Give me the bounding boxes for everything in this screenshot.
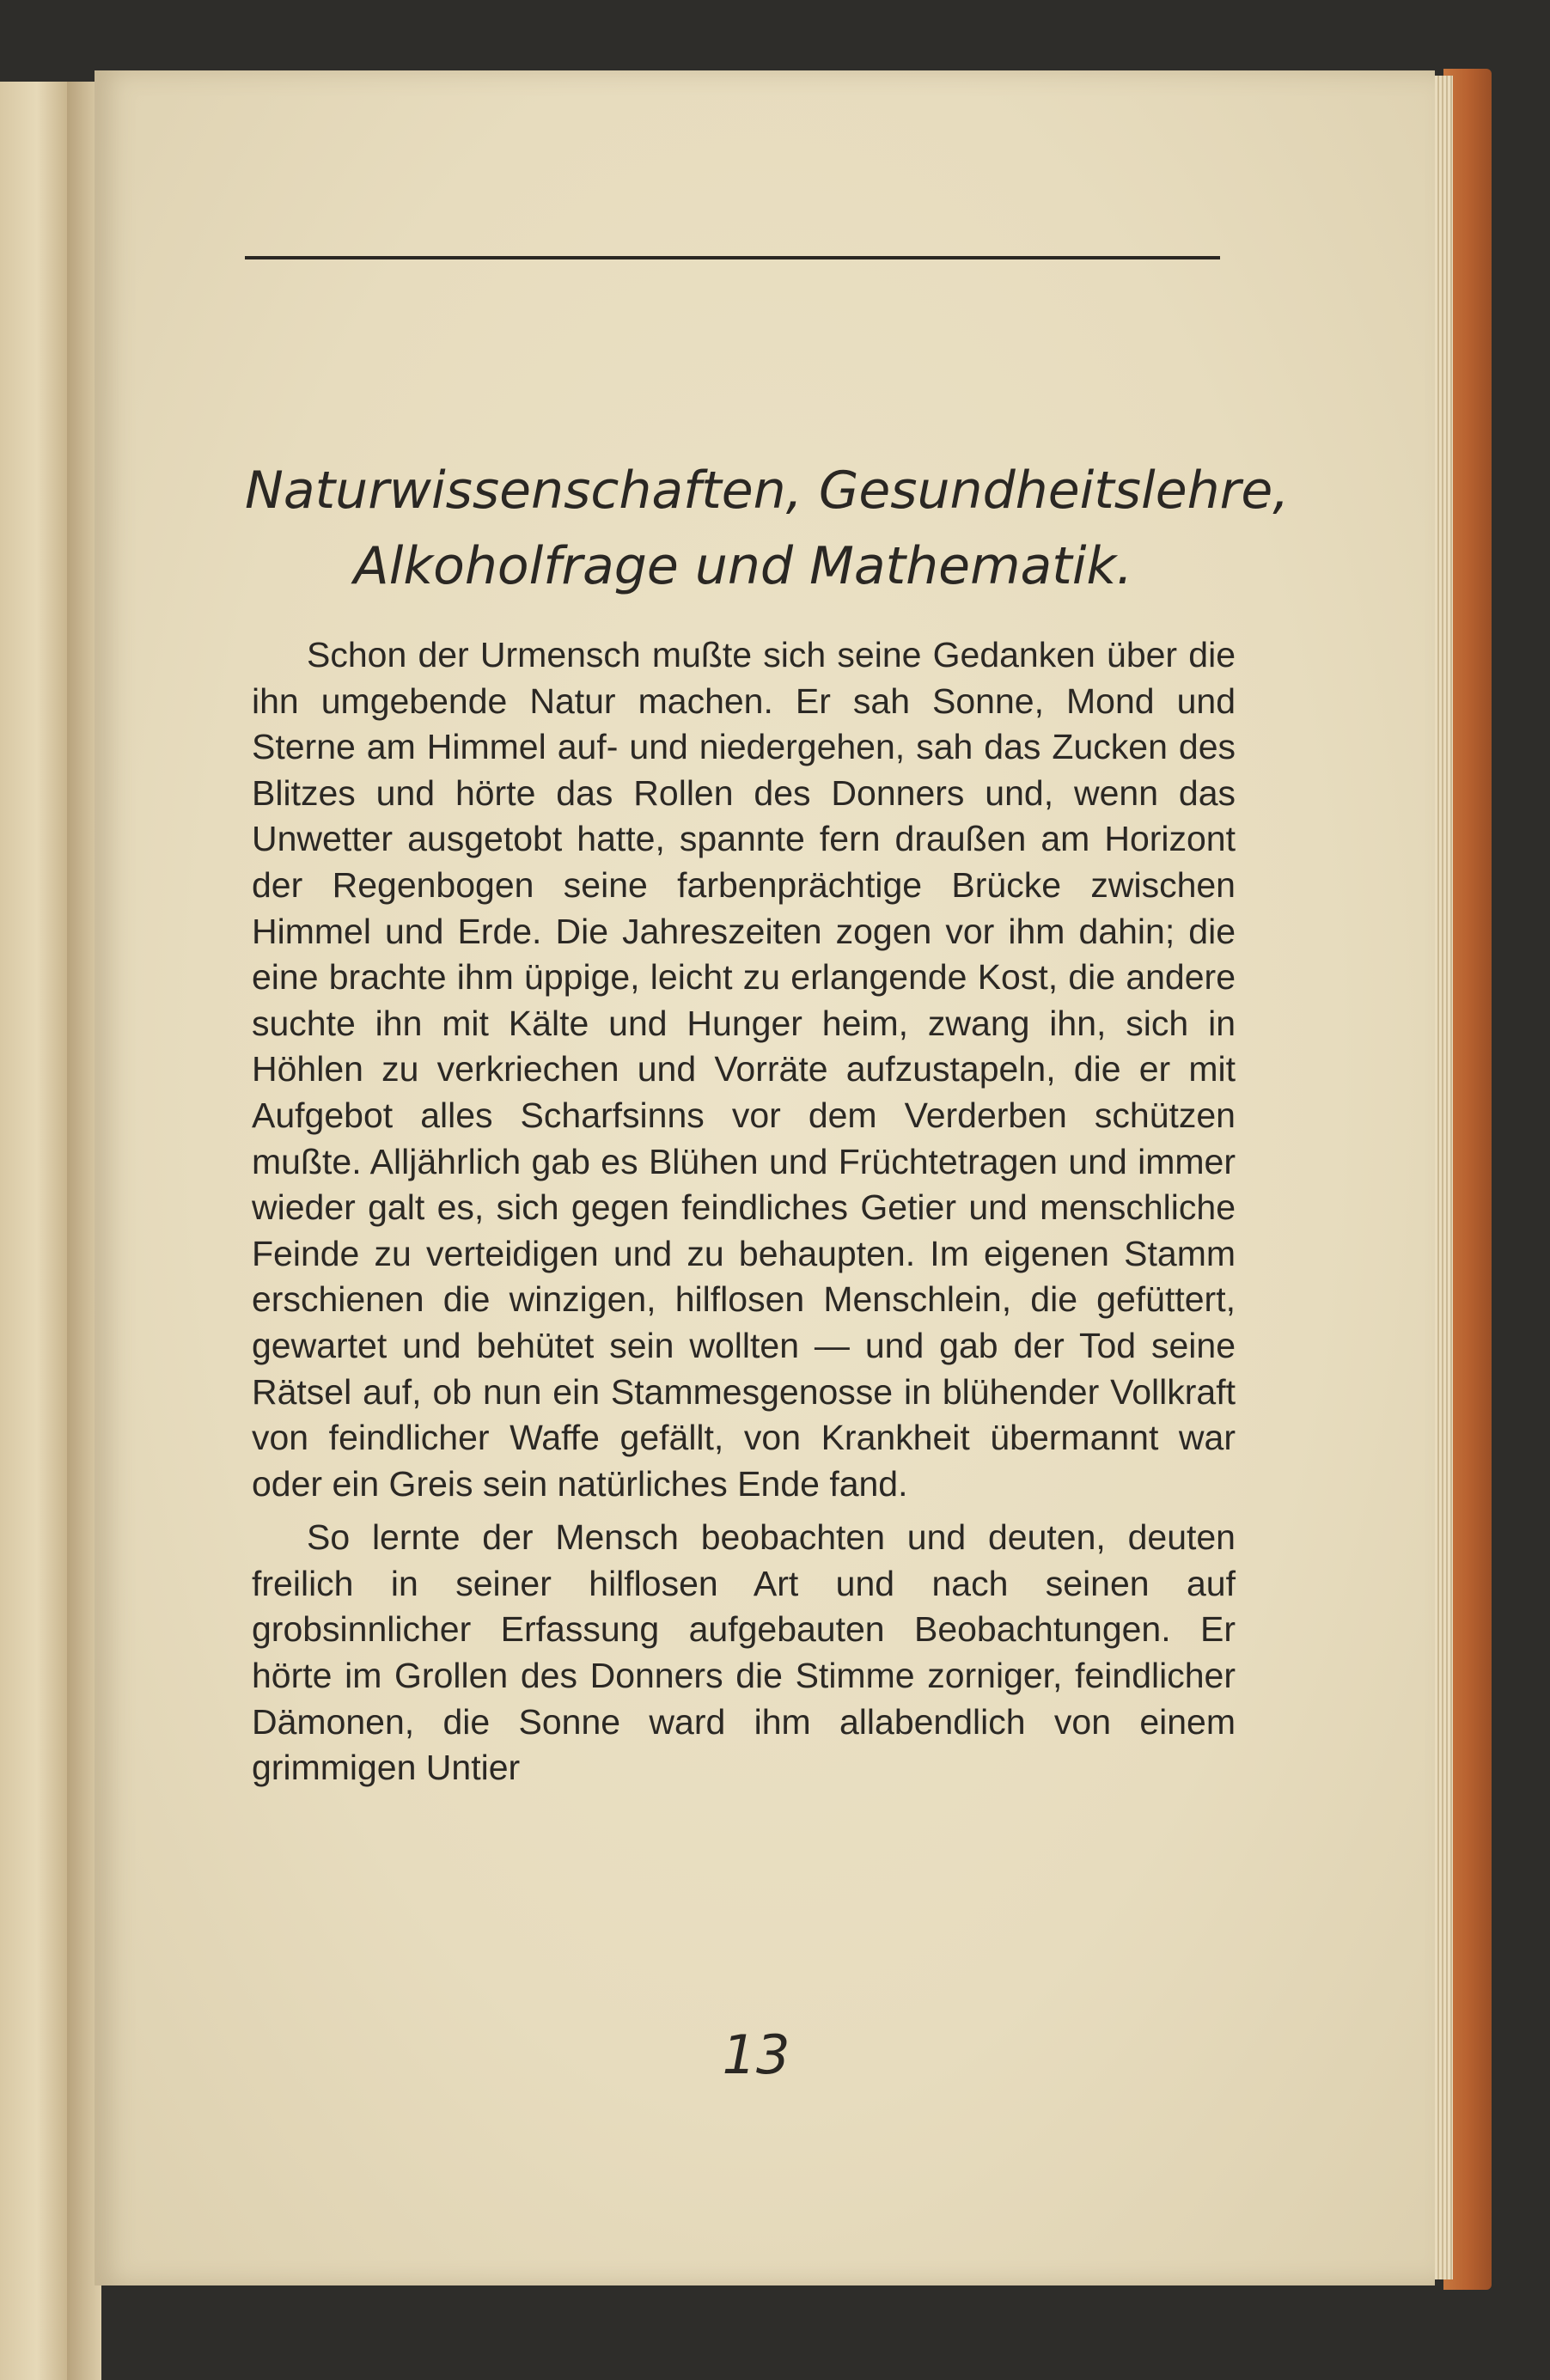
chapter-heading-line-2: Alkoholfrage und Mathematik. bbox=[353, 536, 1133, 596]
paragraph-2: So lernte der Mensch beobachten und deuten, deuten freilich in seiner hilflosen Art und nach seinen auf grobsinnlicher Erfassung aufgebauten Beobachtungen. Er hörte im Grollen des Donners die Stimme zorniger, feindlicher Dämonen, die Sonne ward ihm allabendlich von einem grimmigen Untier bbox=[252, 1517, 1236, 1788]
facing-page-edge bbox=[0, 82, 70, 2380]
paragraph-1: Schon der Urmensch mußte sich seine Gedanken über die ihn umgebende Natur machen. Er sah Sonne, Mond und Sterne am Himmel auf- und niedergehen, sah das Zucken des Blitzes und hörte das Rollen des Donners und, wenn das Unwetter ausgetobt hatte, spannte fern draußen am Horizont der Regenbogen seine farbenprächtige Brücke zwischen Himmel und Erde. Die Jahreszeiten zogen vor ihm dahin; die eine brachte ihm üppige, leicht zu erlangende Kost, die andere suchte ihn mit Kälte und Hunger heim, zwang ihn, sich in Höhlen zu verkriechen und Vorräte aufzustapeln, die er mit Aufgebot alles Scharfsinns vor dem Verderben schützen mußte. Alljährlich gab es Blühen und Früchtetragen und immer wieder galt es, sich gegen feindliches Getier und menschliche Feinde zu verteidigen und zu behaupten. Im eigenen Stamm erschienen die winzigen, hilflosen Menschlein, die gefüttert, gewartet und behütet sein wollten — und gab der Tod seine Rätsel auf, ob nun ein Stammesgenosse in blühender Vollkraft von feindlicher Waffe gefällt, von Krankheit übermannt war oder ein Greis sein natürliches Ende fand. bbox=[252, 635, 1236, 1504]
body-text bbox=[252, 632, 1236, 1791]
page-number: 13 bbox=[722, 2023, 790, 2086]
chapter-heading-line-1: Naturwissenschaften, Gesundheitslehre, bbox=[245, 461, 1290, 521]
header-rule bbox=[245, 256, 1220, 259]
